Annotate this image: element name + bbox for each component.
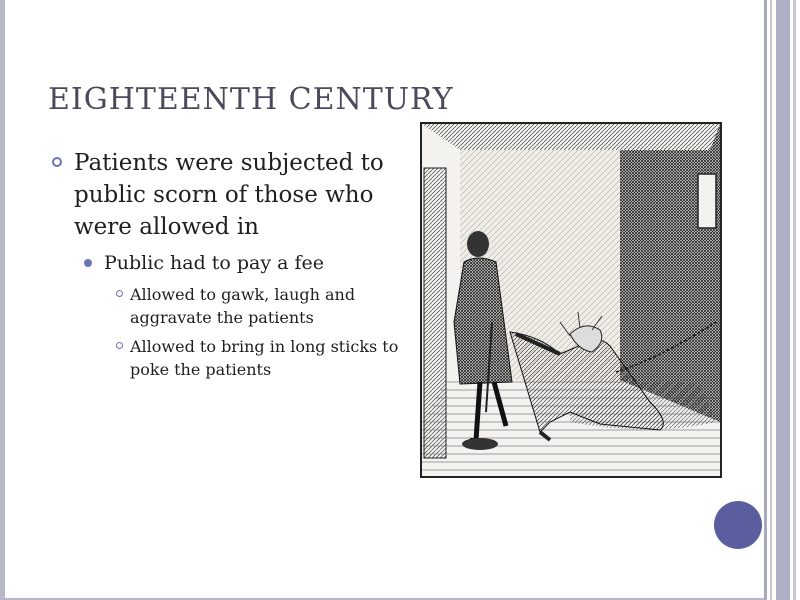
engraving-asylum-illustration	[420, 122, 722, 478]
bullet-level2	[74, 249, 412, 277]
bullet-level3	[74, 335, 412, 381]
accent-circle	[714, 501, 762, 549]
bullet-level1-text: Patients were subjected to public scorn of those who were allowed in	[74, 150, 384, 240]
bullet-list	[52, 147, 412, 387]
bullet-level3-text: Allowed to gawk, laugh and aggravate the patients	[130, 285, 356, 327]
bullet-level3	[74, 283, 412, 329]
bullet-small-ring-icon	[116, 342, 123, 349]
slide-title: EIGHTEENTH CENTURY	[48, 82, 454, 117]
bullet-small-ring-icon	[116, 290, 123, 297]
bullet-ring-icon	[52, 157, 62, 167]
bullet-dot-icon	[84, 259, 92, 267]
bullet-level3-text: Allowed to bring in long sticks to poke the patients	[130, 337, 399, 379]
bullet-level1	[52, 147, 412, 381]
left-border	[0, 0, 5, 600]
bullet-level2-text: Public had to pay a fee	[104, 252, 325, 274]
right-stripe-decoration	[764, 0, 800, 600]
